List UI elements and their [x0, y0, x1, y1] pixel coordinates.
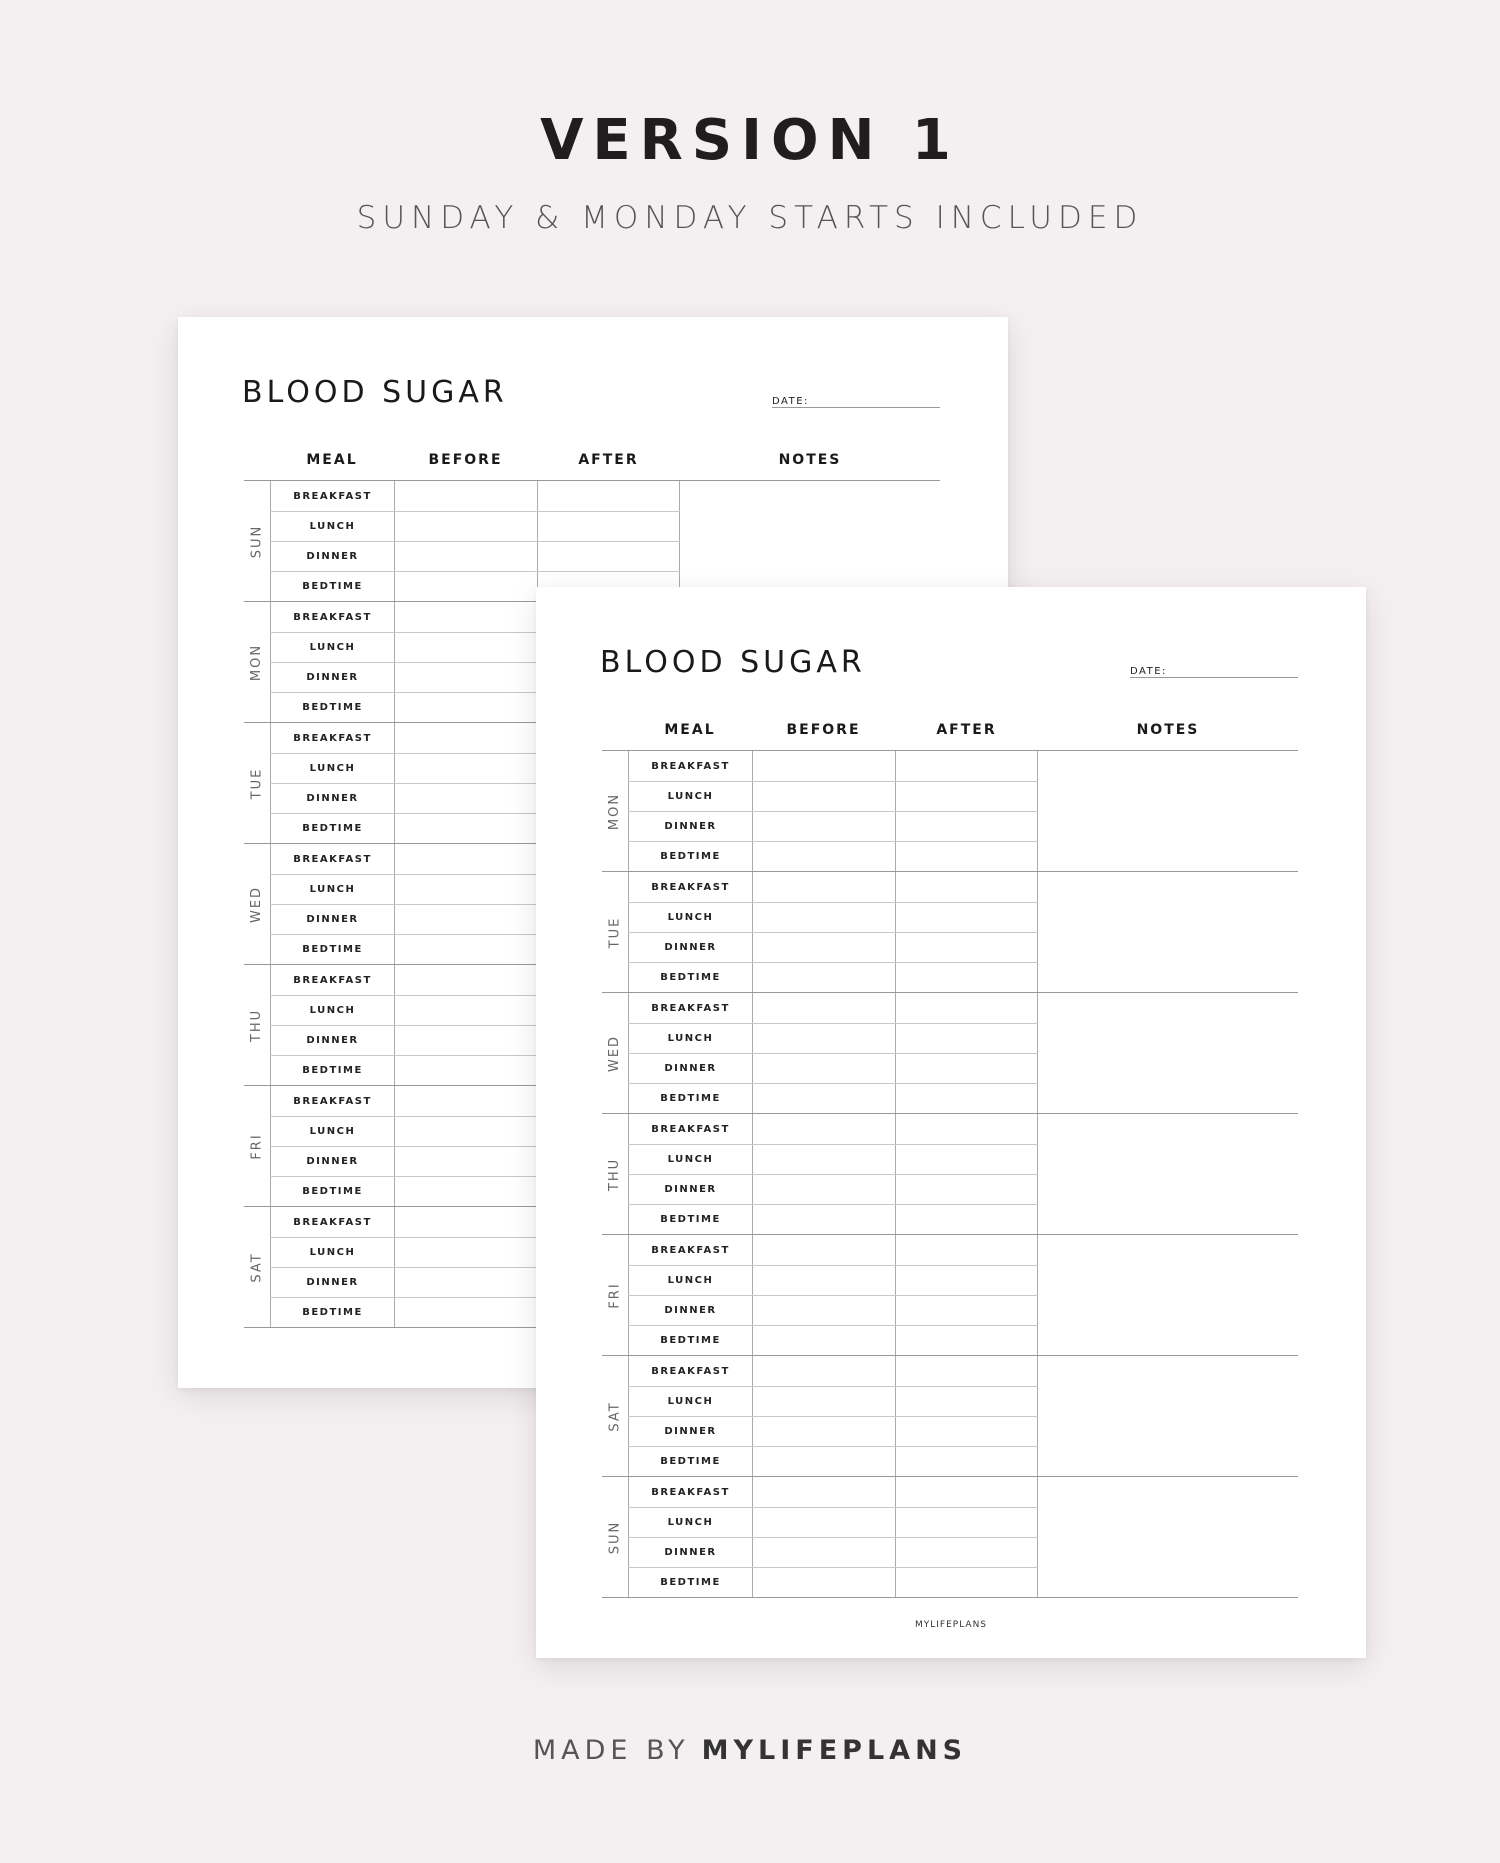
before-reading-cell[interactable]: [394, 571, 537, 601]
sheet-title: BLOOD SUGAR: [600, 645, 866, 680]
before-reading-cell[interactable]: [752, 1325, 895, 1355]
after-reading-cell[interactable]: [895, 1537, 1038, 1567]
before-reading-cell[interactable]: [394, 904, 537, 934]
after-reading-cell[interactable]: [537, 511, 680, 541]
day-label: [244, 1207, 270, 1327]
day-name: SAT: [607, 1400, 623, 1432]
row-divider: [628, 811, 1038, 812]
meal-label: BREAKFAST: [270, 1086, 394, 1116]
after-reading-cell[interactable]: [895, 1325, 1038, 1355]
before-reading-cell[interactable]: [752, 1356, 895, 1386]
before-reading-cell[interactable]: [752, 1567, 895, 1597]
after-reading-cell[interactable]: [895, 1053, 1038, 1083]
before-reading-cell[interactable]: [752, 1416, 895, 1446]
meal-label: BREAKFAST: [628, 751, 752, 781]
before-reading-cell[interactable]: [752, 1144, 895, 1174]
day-group-wed: [602, 993, 1298, 1114]
meal-label: DINNER: [270, 783, 394, 813]
before-reading-cell[interactable]: [752, 1386, 895, 1416]
meal-label: BEDTIME: [628, 962, 752, 992]
day-name: WED: [249, 885, 265, 923]
after-reading-cell[interactable]: [895, 1567, 1038, 1597]
day-name: WED: [607, 1034, 623, 1072]
meal-label: LUNCH: [270, 511, 394, 541]
column-header-before: BEFORE: [786, 722, 861, 738]
before-reading-cell[interactable]: [752, 841, 895, 871]
before-reading-cell[interactable]: [752, 1295, 895, 1325]
after-reading-cell[interactable]: [895, 751, 1038, 781]
sheet-title: BLOOD SUGAR: [242, 375, 508, 410]
day-label: [602, 993, 628, 1113]
day-label: [244, 1086, 270, 1206]
row-divider: [628, 1023, 1038, 1024]
after-reading-cell[interactable]: [537, 481, 680, 511]
day-name: TUE: [249, 767, 265, 799]
column-header-notes: NOTES: [778, 452, 842, 468]
meal-label: BREAKFAST: [270, 602, 394, 632]
day-label: [244, 965, 270, 1085]
meal-label: LUNCH: [270, 632, 394, 662]
after-reading-cell[interactable]: [895, 993, 1038, 1023]
before-reading-cell[interactable]: [752, 1446, 895, 1476]
day-label: [602, 1235, 628, 1355]
meal-label: BEDTIME: [628, 841, 752, 871]
before-reading-cell[interactable]: [752, 811, 895, 841]
after-reading-cell[interactable]: [895, 902, 1038, 932]
meal-label: BREAKFAST: [270, 965, 394, 995]
meal-label: BREAKFAST: [628, 993, 752, 1023]
row-divider: [628, 1265, 1038, 1266]
meal-label: LUNCH: [270, 874, 394, 904]
day-label: [244, 844, 270, 964]
after-reading-cell[interactable]: [895, 962, 1038, 992]
row-divider: [628, 1204, 1038, 1205]
day-label: [602, 1114, 628, 1234]
table-header: [602, 722, 1298, 742]
after-reading-cell[interactable]: [895, 1204, 1038, 1234]
day-name: MON: [249, 643, 265, 681]
meal-label: BEDTIME: [270, 813, 394, 843]
before-reading-cell[interactable]: [752, 781, 895, 811]
day-label: [602, 1477, 628, 1597]
before-reading-cell[interactable]: [752, 1507, 895, 1537]
meal-label: BEDTIME: [270, 1297, 394, 1327]
before-reading-cell[interactable]: [752, 1114, 895, 1144]
meal-label: BREAKFAST: [628, 1356, 752, 1386]
day-label: [602, 1356, 628, 1476]
day-label: [602, 872, 628, 992]
row-divider: [270, 541, 680, 542]
meal-label: LUNCH: [628, 1507, 752, 1537]
meal-label: LUNCH: [270, 995, 394, 1025]
meal-label: LUNCH: [628, 1386, 752, 1416]
date-field[interactable]: [1130, 661, 1298, 678]
before-reading-cell[interactable]: [394, 692, 537, 722]
after-reading-cell[interactable]: [537, 541, 680, 571]
column-header-meal: MEAL: [664, 722, 716, 738]
meal-label: LUNCH: [270, 1116, 394, 1146]
meal-label: DINNER: [628, 932, 752, 962]
day-label: [244, 481, 270, 601]
day-group-tue: [602, 872, 1298, 993]
meal-label: BEDTIME: [628, 1083, 752, 1113]
before-reading-cell[interactable]: [394, 874, 537, 904]
day-name: THU: [607, 1157, 623, 1191]
monday-start-sheet: [536, 587, 1366, 1658]
meal-label: BREAKFAST: [628, 1477, 752, 1507]
before-reading-cell[interactable]: [752, 932, 895, 962]
meal-label: BREAKFAST: [628, 1114, 752, 1144]
before-reading-cell[interactable]: [752, 1083, 895, 1113]
meal-label: BREAKFAST: [628, 872, 752, 902]
before-reading-cell[interactable]: [394, 995, 537, 1025]
before-reading-cell[interactable]: [752, 1204, 895, 1234]
meal-label: LUNCH: [628, 781, 752, 811]
column-header-after: AFTER: [578, 452, 639, 468]
day-name: MON: [607, 792, 623, 830]
meal-label: BEDTIME: [628, 1325, 752, 1355]
after-reading-cell[interactable]: [895, 1386, 1038, 1416]
column-header-before: BEFORE: [428, 452, 503, 468]
day-name: FRI: [249, 1132, 265, 1160]
before-reading-cell[interactable]: [394, 632, 537, 662]
meal-label: LUNCH: [628, 1265, 752, 1295]
before-reading-cell[interactable]: [394, 965, 537, 995]
day-group-mon: [602, 751, 1298, 872]
row-divider: [628, 1174, 1038, 1175]
before-reading-cell[interactable]: [752, 751, 895, 781]
meal-label: LUNCH: [628, 1023, 752, 1053]
after-reading-cell[interactable]: [895, 1174, 1038, 1204]
day-name: SAT: [249, 1251, 265, 1283]
row-divider: [628, 1325, 1038, 1326]
before-reading-cell[interactable]: [394, 1146, 537, 1176]
day-group-thu: [602, 1114, 1298, 1235]
meal-label: LUNCH: [628, 1144, 752, 1174]
row-divider: [628, 1053, 1038, 1054]
after-reading-cell[interactable]: [895, 811, 1038, 841]
before-reading-cell[interactable]: [394, 753, 537, 783]
notes-cell[interactable]: [1038, 1114, 1298, 1234]
day-group-sat: [602, 1356, 1298, 1477]
day-name: FRI: [607, 1281, 623, 1309]
day-group-fri: [602, 1235, 1298, 1356]
meal-label: DINNER: [270, 1146, 394, 1176]
day-name: SUN: [607, 1520, 623, 1554]
before-reading-cell[interactable]: [752, 1023, 895, 1053]
meal-label: DINNER: [270, 1267, 394, 1297]
meal-label: LUNCH: [270, 1237, 394, 1267]
log-table: [602, 750, 1298, 1598]
after-reading-cell[interactable]: [895, 1023, 1038, 1053]
before-reading-cell[interactable]: [752, 872, 895, 902]
notes-cell[interactable]: [680, 481, 940, 601]
after-reading-cell[interactable]: [895, 1416, 1038, 1446]
day-name: SUN: [249, 524, 265, 558]
meal-label: DINNER: [270, 904, 394, 934]
notes-cell[interactable]: [1038, 1477, 1298, 1597]
before-reading-cell[interactable]: [394, 1207, 537, 1237]
column-header-meal: MEAL: [306, 452, 358, 468]
after-reading-cell[interactable]: [895, 932, 1038, 962]
footer-prefix: MADE BY: [532, 1735, 690, 1766]
row-divider: [270, 571, 680, 572]
after-reading-cell[interactable]: [895, 1265, 1038, 1295]
row-divider: [628, 1386, 1038, 1387]
before-reading-cell[interactable]: [394, 844, 537, 874]
meal-label: BEDTIME: [270, 692, 394, 722]
notes-cell[interactable]: [1038, 872, 1298, 992]
meal-label: BREAKFAST: [628, 1235, 752, 1265]
before-reading-cell[interactable]: [752, 1265, 895, 1295]
before-reading-cell[interactable]: [752, 962, 895, 992]
row-divider: [628, 1295, 1038, 1296]
meal-label: DINNER: [628, 811, 752, 841]
after-reading-cell[interactable]: [895, 1144, 1038, 1174]
meal-label: BEDTIME: [628, 1204, 752, 1234]
before-reading-cell[interactable]: [394, 481, 537, 511]
day-label: [244, 723, 270, 843]
notes-cell[interactable]: [1038, 993, 1298, 1113]
meal-label: BREAKFAST: [270, 481, 394, 511]
before-reading-cell[interactable]: [752, 993, 895, 1023]
row-divider: [628, 841, 1038, 842]
row-divider: [628, 1537, 1038, 1538]
subheadline: SUNDAY & MONDAY STARTS INCLUDED: [356, 200, 1144, 236]
meal-label: LUNCH: [628, 902, 752, 932]
meal-label: DINNER: [270, 662, 394, 692]
meal-label: BEDTIME: [628, 1567, 752, 1597]
after-reading-cell[interactable]: [895, 1507, 1038, 1537]
table-header: [244, 452, 940, 472]
after-reading-cell[interactable]: [895, 1114, 1038, 1144]
meal-label: DINNER: [628, 1416, 752, 1446]
before-reading-cell[interactable]: [394, 1267, 537, 1297]
meal-label: BREAKFAST: [270, 1207, 394, 1237]
after-reading-cell[interactable]: [895, 1446, 1038, 1476]
before-reading-cell[interactable]: [394, 1297, 537, 1327]
before-reading-cell[interactable]: [394, 602, 537, 632]
day-label: [244, 602, 270, 722]
meal-label: DINNER: [270, 1025, 394, 1055]
row-divider: [628, 1083, 1038, 1084]
meal-label: BEDTIME: [628, 1446, 752, 1476]
row-divider: [628, 1446, 1038, 1447]
meal-label: BREAKFAST: [270, 723, 394, 753]
notes-cell[interactable]: [1038, 751, 1298, 871]
after-reading-cell[interactable]: [895, 1295, 1038, 1325]
meal-label: DINNER: [270, 541, 394, 571]
day-label: [602, 751, 628, 871]
after-reading-cell[interactable]: [895, 1477, 1038, 1507]
date-field[interactable]: [772, 391, 940, 408]
day-name: THU: [249, 1008, 265, 1042]
after-reading-cell[interactable]: [895, 872, 1038, 902]
after-reading-cell[interactable]: [895, 1356, 1038, 1386]
meal-label: DINNER: [628, 1053, 752, 1083]
before-reading-cell[interactable]: [394, 934, 537, 964]
before-reading-cell[interactable]: [394, 662, 537, 692]
before-reading-cell[interactable]: [752, 1053, 895, 1083]
before-reading-cell[interactable]: [394, 813, 537, 843]
meal-label: DINNER: [628, 1295, 752, 1325]
column-header-after: AFTER: [936, 722, 997, 738]
before-reading-cell[interactable]: [752, 1477, 895, 1507]
row-divider: [628, 1416, 1038, 1417]
before-reading-cell[interactable]: [752, 1537, 895, 1567]
notes-cell[interactable]: [1038, 1235, 1298, 1355]
date-label: DATE:: [772, 396, 809, 407]
before-reading-cell[interactable]: [394, 511, 537, 541]
date-label: DATE:: [1130, 666, 1167, 677]
after-reading-cell[interactable]: [895, 781, 1038, 811]
before-reading-cell[interactable]: [394, 1176, 537, 1206]
meal-label: BEDTIME: [270, 1176, 394, 1206]
before-reading-cell[interactable]: [394, 1237, 537, 1267]
before-reading-cell[interactable]: [394, 1055, 537, 1085]
row-divider: [628, 1567, 1038, 1568]
before-reading-cell[interactable]: [752, 902, 895, 932]
before-reading-cell[interactable]: [394, 1116, 537, 1146]
day-name: TUE: [607, 916, 623, 948]
column-header-notes: NOTES: [1136, 722, 1200, 738]
meal-label: LUNCH: [270, 753, 394, 783]
meal-label: BEDTIME: [270, 934, 394, 964]
notes-cell[interactable]: [1038, 1356, 1298, 1476]
before-reading-cell[interactable]: [752, 1235, 895, 1265]
after-reading-cell[interactable]: [895, 1235, 1038, 1265]
after-reading-cell[interactable]: [895, 1083, 1038, 1113]
row-divider: [628, 902, 1038, 903]
row-divider: [270, 511, 680, 512]
headline: VERSION 1: [540, 108, 960, 173]
day-group-sun: [602, 1477, 1298, 1598]
day-group-sun: [244, 481, 940, 602]
meal-label: BREAKFAST: [270, 844, 394, 874]
meal-label: BEDTIME: [270, 571, 394, 601]
row-divider: [628, 932, 1038, 933]
before-reading-cell[interactable]: [394, 783, 537, 813]
before-reading-cell[interactable]: [394, 1025, 537, 1055]
before-reading-cell[interactable]: [394, 723, 537, 753]
footer-brand: MYLIFEPLANS: [701, 1735, 968, 1766]
before-reading-cell[interactable]: [752, 1174, 895, 1204]
meal-label: DINNER: [628, 1537, 752, 1567]
row-divider: [628, 1507, 1038, 1508]
footer: [0, 1735, 1500, 1766]
sheet-footer-brand: MYLIFEPLANS: [914, 1620, 988, 1630]
row-divider: [628, 1144, 1038, 1145]
meal-label: BEDTIME: [270, 1055, 394, 1085]
after-reading-cell[interactable]: [895, 841, 1038, 871]
meal-label: DINNER: [628, 1174, 752, 1204]
before-reading-cell[interactable]: [394, 541, 537, 571]
before-reading-cell[interactable]: [394, 1086, 537, 1116]
row-divider: [628, 962, 1038, 963]
row-divider: [628, 781, 1038, 782]
